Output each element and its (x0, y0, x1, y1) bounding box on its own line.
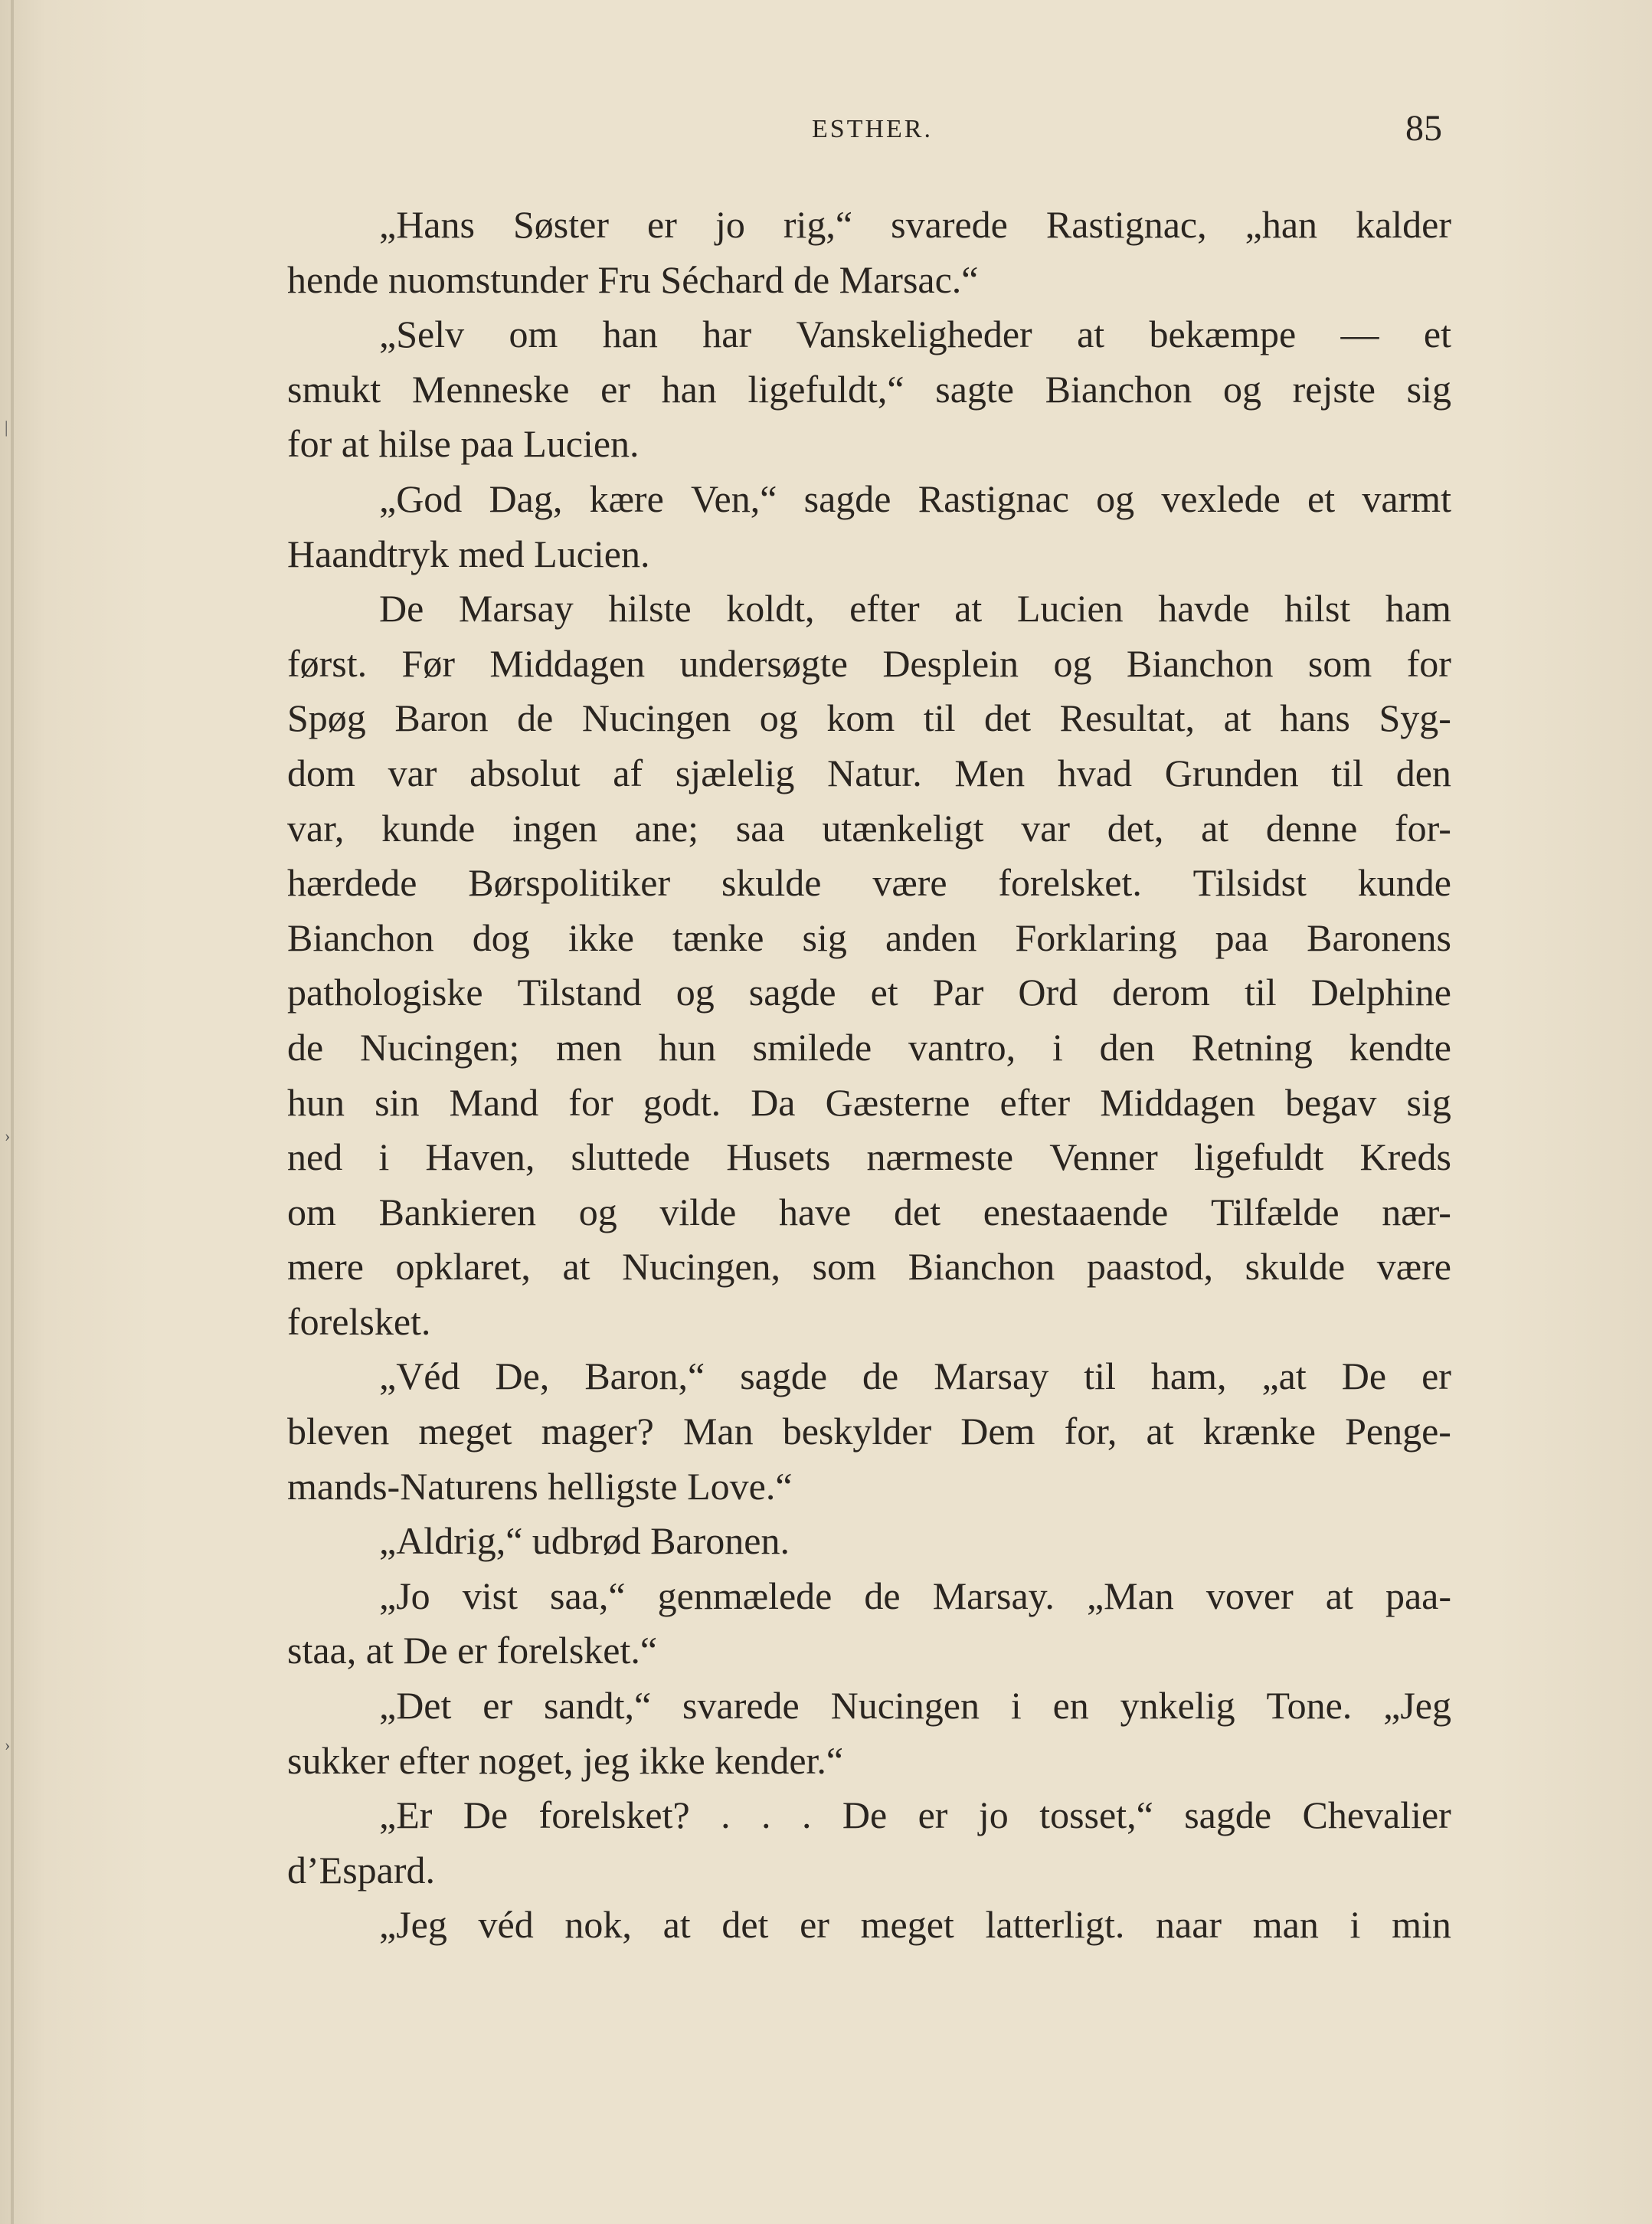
text-line (287, 1569, 1451, 1624)
text-line: d’Espard. (287, 1848, 435, 1892)
word: være (872, 861, 947, 905)
word: og (676, 971, 715, 1014)
word: saa,“ (550, 1574, 626, 1617)
text-line: hende nuomstunder Fru Séchard de Marsac.“ (287, 257, 979, 301)
word: Haven, (425, 1135, 535, 1179)
word: at (1146, 1410, 1174, 1453)
word: „Selv (379, 313, 465, 356)
word: sagde (748, 971, 836, 1014)
word: „Jo (379, 1574, 430, 1617)
word: undersøgte (679, 641, 848, 685)
text-line: „Aldrig,“ udbrød Baronen. (379, 1519, 790, 1563)
word: min (1392, 1903, 1451, 1947)
word: Middagen (489, 641, 646, 685)
word: forelsket? (538, 1793, 690, 1837)
word: Da (751, 1080, 796, 1124)
word: „han (1245, 203, 1318, 246)
word: hærdede (287, 861, 417, 905)
word: af (613, 751, 643, 794)
body-text (287, 198, 1451, 1953)
word: Marsay. (932, 1574, 1055, 1617)
word: krænke (1202, 1410, 1316, 1453)
word: Bianchon (1126, 641, 1274, 685)
text-line (287, 691, 1451, 746)
word: en (1052, 1684, 1089, 1728)
word: kunde (381, 806, 476, 850)
word: ane; (634, 806, 699, 850)
word: smukt (287, 367, 381, 411)
word: at (1223, 696, 1251, 740)
word: forelsket. (998, 861, 1142, 905)
text-line: Haandtryk med Lucien. (287, 532, 650, 575)
word: Syg- (1379, 696, 1451, 740)
word: men (556, 1025, 623, 1069)
edge-mark: › (5, 1735, 11, 1754)
word: sagde (1184, 1793, 1272, 1837)
text-line: forelsket. (287, 1299, 431, 1343)
text-line (287, 1240, 1451, 1295)
word: kalder (1356, 203, 1451, 246)
word: de (287, 1025, 324, 1069)
word: skulde (721, 861, 822, 905)
word: ingen (512, 806, 598, 850)
word: beskylder (782, 1410, 932, 1453)
word: koldt, (726, 587, 815, 631)
word: vantro, (908, 1025, 1016, 1069)
binding-edge (11, 0, 14, 2224)
word: Ord (1018, 971, 1078, 1014)
word: opklaret, (395, 1245, 531, 1289)
word: dom (287, 751, 355, 794)
word: Rastignac, (1045, 203, 1207, 246)
word: er (647, 203, 677, 246)
text-line: staa, at De er forelsket.“ (287, 1629, 658, 1672)
text-line (287, 472, 1451, 527)
word: Delphine (1310, 971, 1451, 1014)
text-line: sukker efter noget, jeg ikke kender.“ (287, 1738, 844, 1782)
word: og (759, 696, 798, 740)
word: efter (849, 587, 920, 631)
word: og (578, 1190, 617, 1233)
word: begav (1285, 1080, 1377, 1124)
word: véd (478, 1903, 534, 1947)
word: havde (1158, 587, 1250, 631)
word: sig (1406, 367, 1451, 411)
word: vilde (659, 1190, 737, 1233)
word: til (1084, 1354, 1116, 1398)
word: at (1201, 806, 1229, 850)
word: „Véd (379, 1354, 460, 1398)
word: sandt,“ (543, 1684, 652, 1728)
word: skulde (1245, 1245, 1346, 1289)
word: de (864, 1574, 901, 1617)
word: man (1252, 1903, 1319, 1947)
word: Chevalier (1302, 1793, 1451, 1837)
word: sluttede (571, 1135, 691, 1179)
text-line: mands-Naturens helligste Love.“ (287, 1464, 793, 1508)
word: sin (375, 1080, 420, 1124)
word: hun (287, 1080, 345, 1124)
word: han (602, 313, 658, 356)
word: var, (287, 806, 345, 850)
word: mere (287, 1245, 364, 1289)
word: Baronens (1307, 915, 1451, 959)
word: tænke (672, 915, 764, 959)
word: er (600, 367, 630, 411)
word: nær- (1382, 1190, 1451, 1233)
word: rig,“ (783, 203, 853, 246)
text-line (287, 362, 1451, 418)
word: Bankieren (378, 1190, 537, 1233)
word: det (894, 1190, 941, 1233)
word: Retning (1191, 1025, 1313, 1069)
word: rejste (1292, 367, 1376, 411)
word: at (662, 1903, 691, 1947)
word: sig (802, 915, 847, 959)
word: Bianchon (287, 915, 434, 959)
word: smilede (752, 1025, 872, 1069)
text-line (287, 1130, 1451, 1185)
word: kunde (1357, 861, 1451, 905)
word: godt. (643, 1080, 721, 1124)
word: nærmeste (866, 1135, 1014, 1179)
word: „at (1261, 1354, 1307, 1398)
word: kære (589, 477, 664, 520)
word: Tilsidst (1192, 861, 1307, 905)
word: det, (1107, 806, 1164, 850)
text-line (287, 1349, 1451, 1404)
word: Men (954, 751, 1026, 794)
word: for, (1064, 1410, 1117, 1453)
word: den (1395, 751, 1451, 794)
word: paa (1215, 915, 1269, 959)
word: kendte (1349, 1025, 1451, 1069)
word: Nucingen, (622, 1245, 781, 1289)
word: først. (287, 641, 368, 685)
word: Marsay (458, 587, 574, 631)
word: varmt (1362, 477, 1451, 520)
word: derom (1112, 971, 1210, 1014)
word: at (954, 587, 983, 631)
word: „God (379, 477, 463, 520)
text-line (287, 1898, 1451, 1953)
word: sagde (740, 1354, 828, 1398)
running-head: ESTHER. (812, 115, 933, 143)
word: mager? (541, 1410, 654, 1453)
word: Rastignac (918, 477, 1069, 520)
word: Menneske (411, 367, 570, 411)
word: — (1340, 313, 1379, 356)
word: et (1423, 313, 1451, 356)
page-number: 85 (1405, 108, 1442, 149)
word: Dag, (489, 477, 563, 520)
word: til (1244, 971, 1277, 1014)
text-line (287, 581, 1451, 637)
word: om (287, 1190, 336, 1233)
word: sagde (803, 477, 891, 520)
word: er (918, 1793, 948, 1837)
text-line (287, 856, 1451, 911)
word: De (379, 587, 424, 631)
word: han (661, 367, 717, 411)
word: Husets (726, 1135, 831, 1179)
word: det (984, 696, 1032, 740)
word: „Er (379, 1793, 433, 1837)
word: Tilfælde (1210, 1190, 1340, 1233)
word: Bianchon (1045, 367, 1192, 411)
word: utænkeligt (822, 806, 984, 850)
word: som (812, 1245, 876, 1289)
word: genmælede (657, 1574, 833, 1617)
word: „Man (1086, 1574, 1174, 1617)
word: Gæsterne (825, 1080, 970, 1124)
word: Grunden (1164, 751, 1299, 794)
word: hilst (1284, 587, 1351, 631)
word: Nucingen; (359, 1025, 520, 1069)
word: i (1052, 1025, 1063, 1069)
word: anden (885, 915, 977, 959)
word: er (800, 1903, 829, 1947)
edge-mark: | (5, 418, 8, 437)
word: jo (715, 203, 745, 246)
word: Penge- (1345, 1410, 1451, 1453)
word: efter (999, 1080, 1071, 1124)
word: Baron,“ (584, 1354, 705, 1398)
word: et (1307, 477, 1336, 520)
word: Resultat, (1059, 696, 1196, 740)
word: saa (735, 806, 785, 850)
word: Søster (513, 203, 609, 246)
word: ham, (1150, 1354, 1227, 1398)
word: Bianchon (908, 1245, 1055, 1289)
word: at (1077, 313, 1105, 356)
word: enestaaende (983, 1190, 1169, 1233)
word: „Jeg (1383, 1684, 1451, 1728)
word: og (1222, 367, 1261, 411)
word: være (1376, 1245, 1451, 1289)
word: bekæmpe (1149, 313, 1297, 356)
word: har (702, 313, 752, 356)
text-line (287, 1404, 1451, 1459)
word: svarede (682, 1684, 800, 1728)
word: at (1325, 1574, 1353, 1617)
word: at (562, 1245, 590, 1289)
text-line (287, 1185, 1451, 1240)
word: Lucien (1016, 587, 1124, 631)
word: pathologiske (287, 971, 483, 1014)
word: bleven (287, 1410, 390, 1453)
word: tosset,“ (1039, 1793, 1153, 1837)
text-line: for at hilse paa Lucien. (287, 422, 640, 466)
text-line (287, 307, 1451, 362)
word: om (509, 313, 558, 356)
word: De (463, 1793, 509, 1837)
word: Nucingen (581, 696, 731, 740)
text-line (287, 1076, 1451, 1131)
word: ikke (568, 915, 634, 959)
word: Vanskeligheder (796, 313, 1032, 356)
word: og (1053, 641, 1092, 685)
word: hilste (608, 587, 692, 631)
word: hvad (1057, 751, 1132, 794)
word: og (1096, 477, 1135, 520)
word: et (870, 971, 898, 1014)
word: naar (1156, 1903, 1222, 1947)
word: „Det (379, 1684, 452, 1728)
word: Baron (394, 696, 489, 740)
word: have (778, 1190, 852, 1233)
word: De, (495, 1354, 550, 1398)
word: til (923, 696, 956, 740)
word: Forklaring (1015, 915, 1177, 959)
word: . (801, 1793, 812, 1837)
word: svarede (891, 203, 1008, 246)
word: „Jeg (379, 1903, 447, 1947)
word: Før (401, 641, 456, 685)
word: som (1307, 641, 1372, 685)
text-line (287, 637, 1451, 692)
word: i (1349, 1903, 1361, 1947)
word: er (1421, 1354, 1451, 1398)
word: Par (932, 971, 984, 1014)
word: Børspolitiker (468, 861, 671, 905)
word: sig (1406, 1080, 1451, 1124)
word: Spøg (287, 696, 366, 740)
word: Nucingen (830, 1684, 980, 1728)
word: . (761, 1793, 771, 1837)
word: nok, (564, 1903, 632, 1947)
word: ligefuldt,“ (747, 367, 905, 411)
word: vist (462, 1574, 518, 1617)
word: latterligt. (985, 1903, 1125, 1947)
word: absolut (469, 751, 581, 794)
word: Desplein (882, 641, 1019, 685)
word: er (483, 1684, 513, 1728)
word: Man (682, 1410, 754, 1453)
word: var (388, 751, 437, 794)
word: for (568, 1080, 613, 1124)
text-line (287, 911, 1451, 966)
word: i (1010, 1684, 1022, 1728)
word: Marsay (934, 1354, 1049, 1398)
text-line (287, 1788, 1451, 1843)
word: for (1406, 641, 1451, 685)
word: . (721, 1793, 731, 1837)
edge-mark: › (5, 1126, 11, 1145)
word: Ven,“ (690, 477, 777, 520)
word: De (842, 1793, 888, 1837)
word: ned (287, 1135, 343, 1179)
word: Tone. (1266, 1684, 1353, 1728)
word: ham (1385, 587, 1451, 631)
word: de (862, 1354, 899, 1398)
word: hun (658, 1025, 716, 1069)
word: det (721, 1903, 769, 1947)
word: Venner (1049, 1135, 1158, 1179)
word: var (1021, 806, 1071, 850)
word: de (517, 696, 554, 740)
word: i (378, 1135, 390, 1179)
word: sagte (935, 367, 1014, 411)
text-line (287, 746, 1451, 801)
word: vexlede (1161, 477, 1281, 520)
text-line (287, 198, 1451, 253)
word: Tilstand (517, 971, 642, 1014)
word: jo (978, 1793, 1009, 1837)
text-line (287, 965, 1451, 1020)
word: denne (1265, 806, 1358, 850)
word: paastod, (1086, 1245, 1214, 1289)
word: meget (418, 1410, 512, 1453)
word: meget (860, 1903, 954, 1947)
word: Natur. (827, 751, 922, 794)
word: Kreds (1359, 1135, 1451, 1179)
word: kom (826, 696, 895, 740)
word: Mand (449, 1080, 539, 1124)
word: den (1099, 1025, 1155, 1069)
word: sjælelig (675, 751, 795, 794)
text-line (287, 1679, 1451, 1734)
word: hans (1280, 696, 1350, 740)
word: for- (1394, 806, 1451, 850)
word: De (1341, 1354, 1387, 1398)
word: ligefuldt (1193, 1135, 1324, 1179)
word: til (1331, 751, 1364, 794)
text-line (287, 1020, 1451, 1076)
word: dog (472, 915, 530, 959)
word: vover (1205, 1574, 1294, 1617)
word: Dem (960, 1410, 1035, 1453)
word: „Hans (379, 203, 475, 246)
word: paa- (1385, 1574, 1451, 1617)
word: Middagen (1100, 1080, 1255, 1124)
text-line (287, 801, 1451, 857)
word: ynkelig (1120, 1684, 1235, 1728)
